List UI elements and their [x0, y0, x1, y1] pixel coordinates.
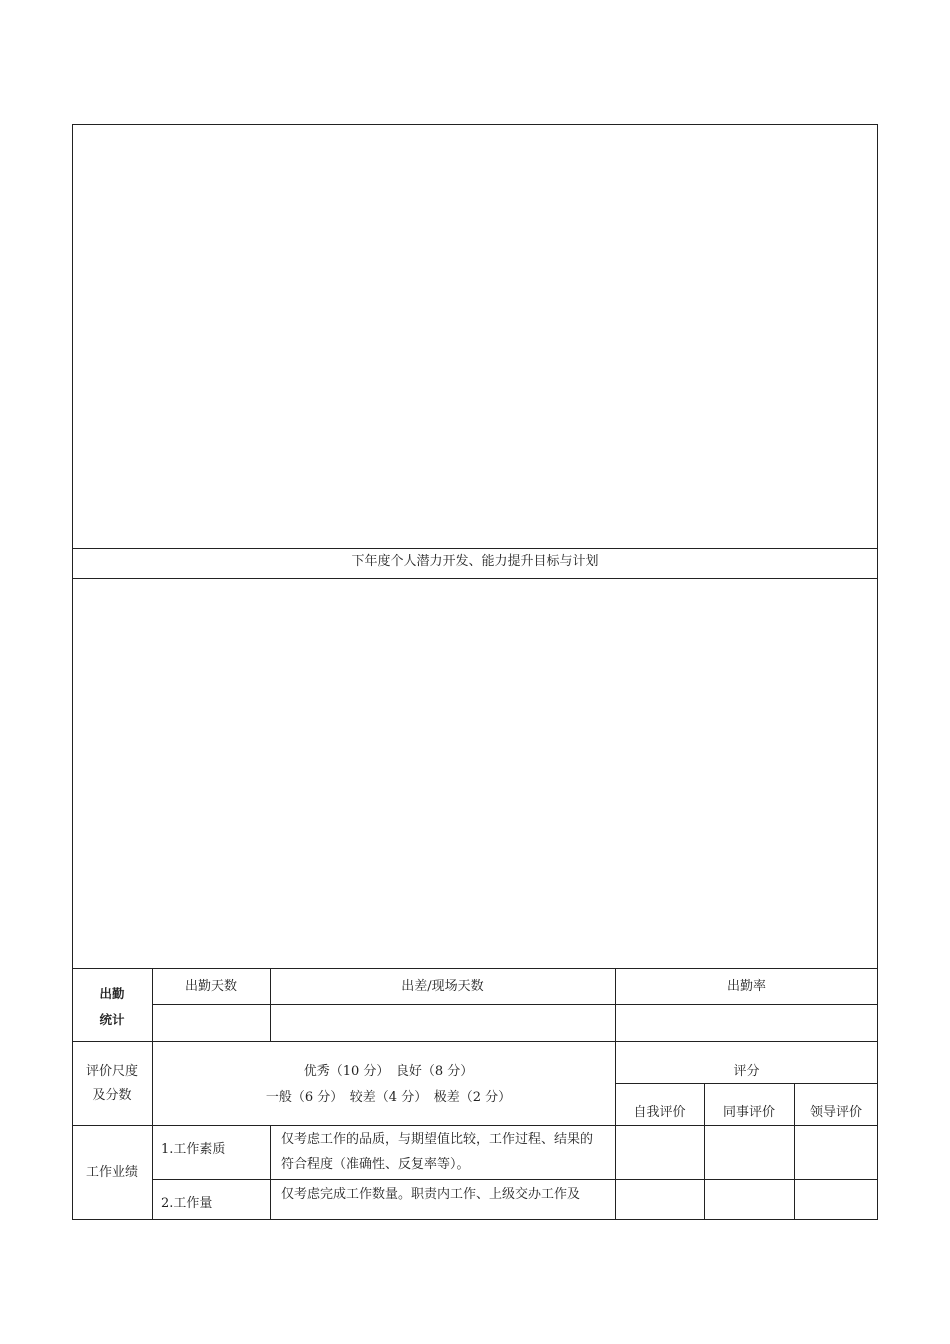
plan-section-heading: 下年度个人潜力开发、能力提升目标与计划 — [351, 554, 599, 569]
self-eval-header: 自我评价 — [633, 1105, 686, 1120]
performance-item-1-desc-line1: 仅考虑工作的品质，与期望值比较，工作过程、结果的 — [281, 1132, 594, 1147]
attendance-rate-input[interactable] — [616, 1005, 877, 1040]
attendance-days-input[interactable] — [153, 1005, 269, 1040]
scale-levels-line1: 优秀（10 分） 良好（8 分） — [303, 1064, 474, 1079]
attendance-label-line1: 出勤 — [99, 986, 125, 1001]
performance-item-1-desc-line2: 符合程度（准确性、反复率等）。 — [281, 1157, 470, 1172]
item-2-self-score[interactable] — [616, 1180, 703, 1219]
plan-text-area[interactable] — [73, 579, 877, 968]
attendance-rate-header: 出勤率 — [726, 979, 766, 994]
performance-label: 工作业绩 — [85, 1165, 138, 1180]
item-2-leader-score[interactable] — [795, 1180, 877, 1219]
attendance-label-line2: 统计 — [99, 1012, 125, 1027]
rule-score-header — [615, 1083, 878, 1084]
performance-item-2-desc-line1: 仅考虑完成工作数量。职责内工作、上级交办工作及 — [281, 1187, 581, 1202]
leader-eval-header: 领导评价 — [809, 1105, 862, 1120]
rule-item-column — [270, 1125, 271, 1220]
scale-label-line2: 及分数 — [92, 1088, 132, 1103]
performance-item-2-name: 2.工作量 — [161, 1196, 213, 1211]
item-1-peer-score[interactable] — [705, 1126, 793, 1178]
rule-above-plan-heading — [72, 548, 878, 549]
rule-above-attendance — [72, 968, 878, 969]
performance-item-1-name: 1.工作素质 — [161, 1142, 226, 1157]
score-header: 评分 — [733, 1064, 760, 1079]
attendance-days-header: 出勤天数 — [184, 979, 237, 994]
item-1-leader-score[interactable] — [795, 1126, 877, 1178]
scale-label-line1: 评价尺度 — [85, 1064, 138, 1079]
scale-levels-line2: 一般（6 分） 较差（4 分） 极差（2 分） — [265, 1090, 512, 1105]
attendance-trip-header: 出差/现场天数 — [401, 979, 484, 994]
item-1-self-score[interactable] — [616, 1126, 703, 1178]
attendance-trip-input[interactable] — [271, 1005, 614, 1040]
previous-section-text-area[interactable] — [73, 125, 877, 548]
item-2-peer-score[interactable] — [705, 1180, 793, 1219]
rule-above-scale — [72, 1041, 878, 1042]
peer-eval-header: 同事评价 — [722, 1105, 775, 1120]
